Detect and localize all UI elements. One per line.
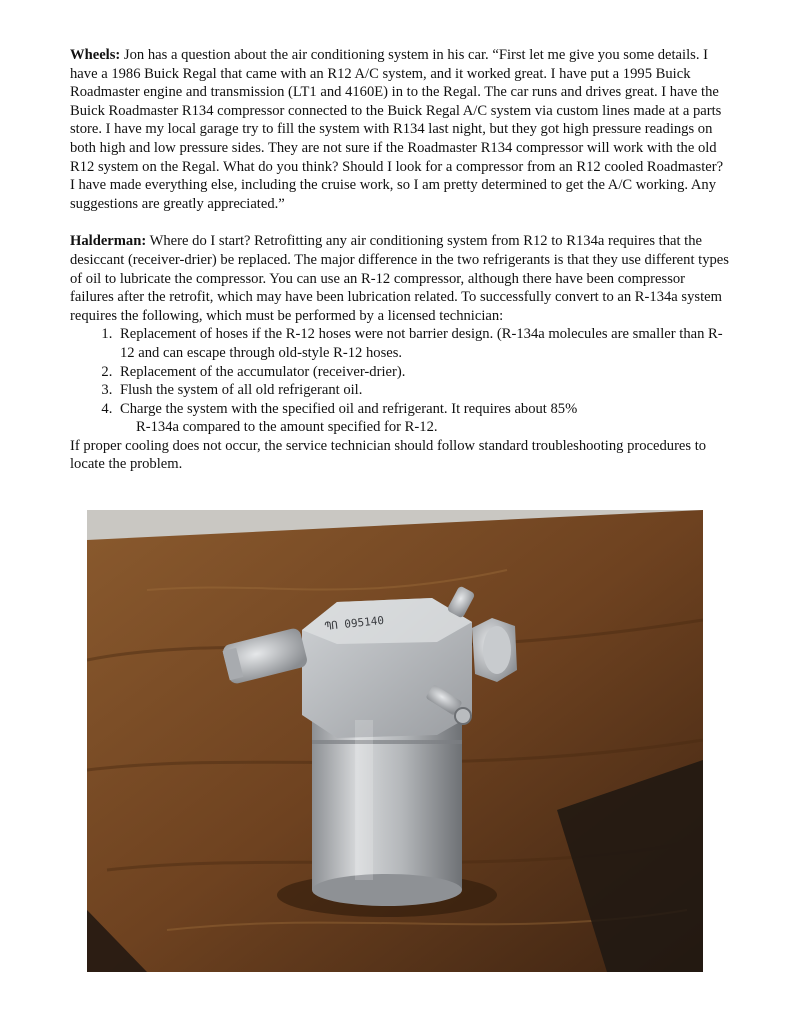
step-text: Replacement of hoses if the R-12 hoses were not barrier design. (R-134a molecules are smaller [120, 326, 676, 343]
halderman-intro-text: Where do I start? Retrofitting any air conditioning system from R12 to R134a requires that the desiccant (receiver-drier) be replaced. The major difference in the two refrigerants is that they use different types of oil to lubricate the compressor. You can use an R-12 compressor, although there have been compressor failures after the retrofit, which may have been lubrication related. To successfully convert to an R-134a system requires the following, which must be performed by a licensed technician: [70, 233, 729, 324]
step-text-continued: R-134a compared to the amount specified for R-12. [136, 419, 438, 436]
retrofit-step [116, 325, 730, 362]
step-text: Flush the system of all old refrigerant oil. [120, 382, 363, 399]
article-body [70, 46, 730, 474]
step-text-continued: than R-12 and can escape through old-style R-12 hoses. [120, 326, 723, 361]
wheels-question-text: Jon has a question about the air conditioning system in his car. “First let me give you some details. I have a 1986 Buick Regal that came with an R12 A/C system, and it worked great. I have put a 1995 Buick Roadmaster engine and transmission (LT1 and 4160E) in to the Regal. The car runs and drives great. I have the Buick Roadmaster R134 compressor connected to the Buick Regal A/C system via custom lines made at a parts store. I have my local garage try to fill the system with R134 last night, but they got high pressure readings on both high and low pressure sides. They are not sure if the Roadmaster R134 compressor will work with the old R12 system on the Regal. What do you think? Should I look for a compressor from an R12 cooled Roadmaster? I have made everything else, including the cruise work, so I am pretty determined to get the A/C working. Any suggestions are greatly appreciated.” [70, 47, 724, 212]
paragraph-spacer [70, 213, 730, 232]
step-text: Charge the system with the specified oil and refrigerant. It requires about 85% [120, 400, 578, 417]
closing-paragraph: If proper cooling does not occur, the service technician should follow standard troubleshooting procedures to locate the problem. [70, 437, 707, 473]
step-text: Replacement of the accumulator (receiver-drier). [120, 363, 406, 380]
retrofit-step [116, 400, 730, 437]
halderman-paragraph [70, 232, 730, 325]
wheels-speaker: Wheels: [70, 47, 121, 63]
retrofit-steps-list [70, 325, 730, 437]
wheels-paragraph [70, 46, 730, 213]
accumulator-photo-drawing [87, 510, 703, 972]
retrofit-step [116, 381, 730, 400]
accumulator-photo [87, 510, 703, 972]
part-stamp-text: ՊՈ 095140 [323, 613, 385, 633]
halderman-speaker: Halderman: [70, 233, 147, 250]
retrofit-step [116, 363, 730, 382]
